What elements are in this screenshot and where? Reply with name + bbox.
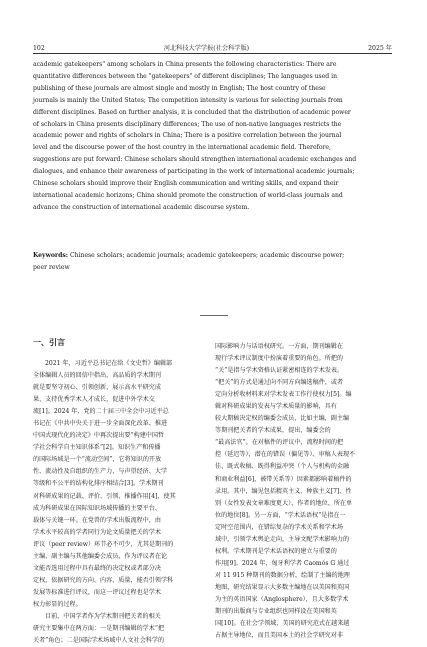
text-line: 别（女性发表文章难度更大）、作者的地位、所在单 (215, 499, 353, 507)
text-line: 国[10]。在社会学领域，美国的研究范式在越来越 (215, 620, 350, 628)
text-line: “最高法官”。在对稿件的评议中，流程时间的把 (215, 439, 344, 447)
text-line: 位的地位[8]。另一方面，“学术话语权”是指在一 (215, 511, 346, 519)
text-line: 发展等标准进行评议，而这一评议过程也是学术 (33, 588, 161, 596)
page-number: 102 (33, 45, 45, 52)
text-line: 权力彰显的过程。 (33, 600, 82, 608)
text-line: 学社会科学自主知识体系”[2]。知识生产和传播 (33, 444, 161, 452)
text-line: 关者”角色；二是国际学术场域中人文社会科学的 (33, 637, 165, 645)
text-line: “把关”的方式是通过向不同方向编选稿件，或者 (215, 379, 344, 387)
right-column (215, 341, 395, 642)
keywords-text: Chinese scholars; academic journals; academic gatekeepers; academic discourse power; (69, 252, 345, 259)
text-line: 性、流动性及自组织的生产力，与声望经济、大学 (33, 468, 168, 476)
text-line: 流[1]。2024 年，党的二十届三中全会中习近平总 (33, 408, 169, 416)
text-line: 学术水平较高的学者同行为论文质量把关的学术 (33, 528, 161, 536)
text-line: 2021 年，习近平总书记在给《文史哲》编辑部 (45, 360, 173, 367)
text-line: 目前，中国学者作为学术期刊把关者的相关 (45, 612, 161, 620)
running-header (33, 40, 392, 52)
abstract-line: dialogues, and enhance their awareness of participating in the work of international academic journals; (33, 168, 355, 176)
issue-year: 2025 年 (368, 45, 392, 52)
text-line: 为主的英语国家（Anglosphere），且大多数学术 (215, 595, 349, 603)
text-line: 载体与关键一环。在党兽的学术出版流程中，由 (33, 516, 161, 524)
text-line: 定向分析收材料来对学术发表工作行使权力[5]。编 (215, 391, 352, 399)
text-line: 文能否选用过程中具有最终的决定权或者部分决 (33, 564, 161, 572)
text-line: 对 11 915 种期刊的数据分析，绘制了主编的地理 (215, 571, 350, 579)
text-line: 辑对科研成果的发表与学术质量的影响，具有 (215, 403, 337, 411)
text-line: 定权，依据研究的方向、内容、质量，能否引领学科 (33, 576, 174, 584)
journal-title: 河北科技大学学报(社会科学版) (163, 45, 250, 52)
keywords-text-cont: peer review (33, 263, 70, 271)
text-line: 等期刊把关者的学术成果，提出，编委会的 (215, 427, 331, 435)
text-line: 成为科研成果在国际知识场域传播的主要平台、 (33, 504, 161, 512)
abstract-line: academic gatekeepers" among scholars in China presents the following characteristics: There are (33, 61, 337, 68)
text-line: 中国式现代化的决定》中再次提出要“构建中国哲 (33, 432, 165, 440)
text-line: 全体编辑人员的回信中指出，高品质的学术期刊 (33, 372, 161, 380)
text-line: 评议（peer review）环节必不可少，尤其是期刊的 (33, 540, 174, 548)
keywords (33, 250, 393, 274)
abstract-line: of scholars in China presents disciplinary differences; The use of non-native languages restricts the (33, 120, 342, 128)
text-line: 现行学术评议制度中扮演着重要的角色。所把的 (215, 355, 343, 363)
abstract-line: suggestions are put forward: Chinese scholars should strengthen international academic exchanges and (33, 156, 357, 164)
section-divider (200, 315, 228, 316)
text-line: 域中，引领学术舆论走向，主导文配学术影响力的 (215, 535, 350, 543)
text-line: 书记在《中共中央关于进一步全面深化改革、推进 (33, 420, 168, 428)
text-line: 研究主要集中在两方面：一是期刊编辑的学术“把 (33, 625, 165, 633)
abstract-line: advance the construction of international academic discourse system. (33, 203, 250, 211)
text-line: 期刊的出版商与专业组织也同样设在美国和英 (215, 608, 337, 616)
text-line: 的国际场域是一个“流动空间”，它将知识的开放 (33, 456, 162, 464)
abstract-line: quantitative differences between the "gatekeepers" of different disciplines; The languages used in (33, 72, 338, 80)
text-line: 就是要坚守初心、引领创新，展示高水平研究成 (33, 384, 161, 392)
text-line: 占据主导地位，而且美国本土的社会学研究对非 (215, 632, 343, 640)
abstract-line: journals is mainly the United States; The competition intensity is various for selecting journals from (33, 96, 343, 104)
text-line: 和商业利益[6]，被带关系等）因素都影响着稿件的 (215, 475, 352, 483)
abstract-line: Chinese scholars should improve their English communication and writing skills, and expand their (33, 180, 339, 188)
text-line: 定时空范围内，在错综复杂的学术关系和学术场 (215, 523, 343, 531)
abstract-line: international academic horizons; China should promote the construction of world-class journals and (33, 191, 343, 199)
keywords-label: Keywords: (33, 252, 69, 259)
text-line: 控（延迟等），潜在的错误（偏见等）、审稿人表现不 (215, 451, 356, 459)
text-line: “关”是指与学术资格认证紧密相连的学术发表。 (215, 367, 344, 375)
text-line: 果，支持优秀学术人才成长，促进中外学术交 (33, 396, 155, 404)
text-line: 录用。其中，编见包括精英主义、种族主义[7]、性 (215, 487, 352, 495)
section-title: 一、引言 (33, 338, 65, 347)
intro-paragraph-2 (33, 611, 213, 647)
text-line: 等级和不公平的结构化排序相结合[3]。学术期刊 (33, 480, 164, 488)
text-line: 国际影响力与话语权研究。一方面，期刊编辑在 (215, 343, 343, 350)
abstract-line: level and the discourse power of the host country in the international academic field. Therefore, (33, 144, 331, 152)
text-line: 佳、既式收稿、既得利益冲突（个人与机构的金融 (215, 463, 350, 471)
text-line: 对科研成果的记载、评价、引领、推播作用[4]，使其 (33, 492, 176, 500)
text-line: 主编、副主编与其他编委会成员，作为评议者在论 (33, 552, 168, 560)
abstract-line: different disciplines. Based on further analysis, it is concluded that the distribution of academic power (33, 108, 351, 116)
text-line: 地图，研究结果显示大多数主编地在以美国和英国 (215, 583, 350, 591)
left-column (33, 336, 213, 647)
abstract-line: academic power and rights of scholars in China; There is a positive correlation between the journal (33, 132, 342, 140)
text-line: 较大期稿决定权的编委会成员，比如主编，副主编 (215, 415, 350, 423)
intro-paragraph-1 (33, 358, 213, 611)
abstract-line: publishing of these journals are almost single and mostly in English; The host country of these (33, 84, 326, 92)
text-line: 作用[9]。2024 年，匈牙利学者 Caomós G 通过 (215, 559, 350, 567)
header-rule (33, 53, 392, 54)
text-line: 权利。学术期刊是学术话语权的建立与重要的 (215, 547, 337, 555)
abstract-text (33, 59, 393, 214)
intro-paragraph-3 (215, 341, 395, 642)
